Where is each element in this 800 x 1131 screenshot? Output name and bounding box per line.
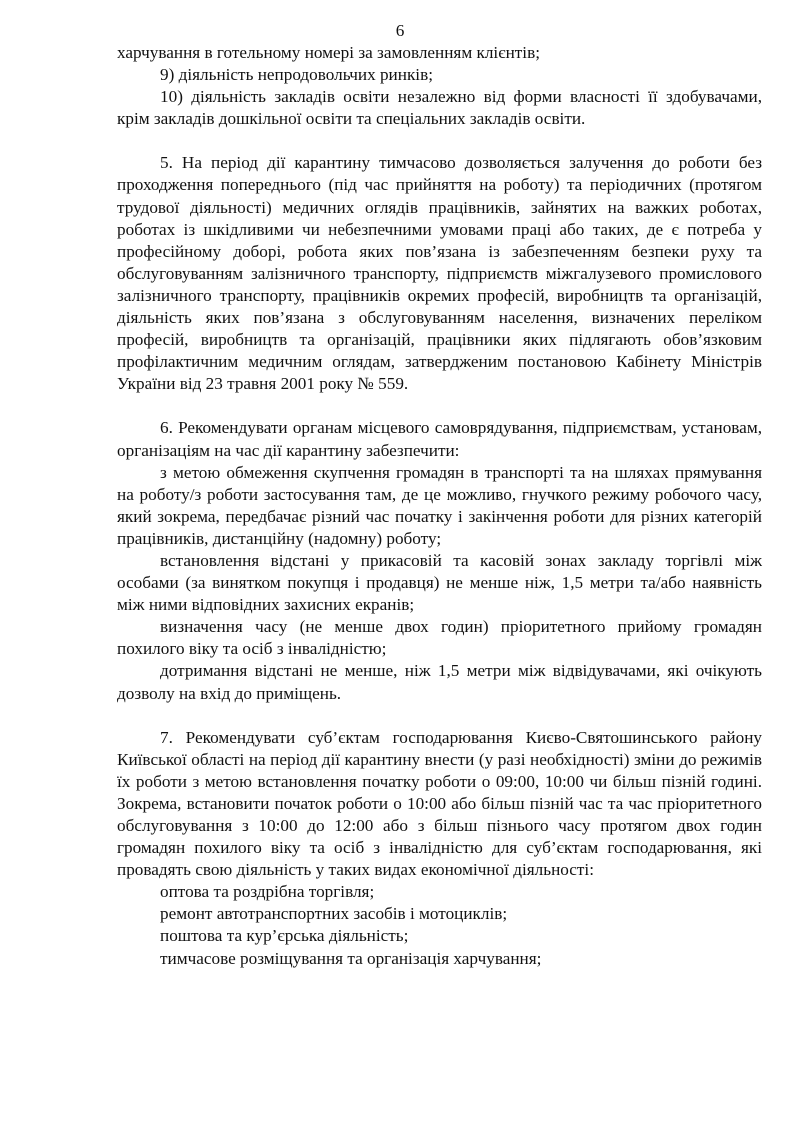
paragraph: встановлення відстані у прикасовій та касовій зонах закладу торгівлі між особами (за винятком покупця і продавця) не менше ніж, 1,5 метри та/або наявність між ними відповідних захисних екранів; bbox=[117, 550, 762, 615]
paragraph: 6. Рекомендувати органам місцевого самоврядування, підприємствам, установам, організаціям на час дії карантину забезпечити: bbox=[117, 418, 762, 460]
paragraph: тимчасове розміщування та організація харчування; bbox=[160, 948, 542, 968]
paragraph: 5. На період дії карантину тимчасово дозволяється залучення до роботи без проходження попереднього (під час прийняття на роботу) та періодичних (протягом трудової діяльності) медичних оглядів працівників, зайнятих на важких роботах, роботах із шкідливими чи небезпечними умовами праці або таких, де є потреба у професійному доборі, робота яких пов’язана із забезпеченням безпеки руху та обслуговуванням залізничного транспорту, підприємств міжгалузевого промислового залізничного транспорту, працівників окремих професій, виробництв та організацій, діяльність яких пов’язана з обслуговуванням населення, визначених переліком професій, виробництв та організацій, працівники яких підлягають обов’язковим профілактичним медичним оглядам, затвердженим постановою Кабінету Міністрів України від 23 травня 2001 року № 559. bbox=[117, 153, 762, 394]
paragraph: оптова та роздрібна торгівля; bbox=[160, 882, 375, 902]
paragraph-gap bbox=[117, 705, 762, 727]
paragraph-gap bbox=[117, 130, 762, 152]
paragraph: ремонт автотранспортних засобів і мотоциклів; bbox=[160, 904, 508, 924]
page-number: 6 bbox=[395, 21, 405, 40]
paragraph: дотримання відстані не менше, ніж 1,5 метри між відвідувачами, які очікують дозволу на вхід до приміщень. bbox=[117, 661, 762, 703]
paragraph: 10) діяльність закладів освіти незалежно від форми власності її здобувачами, крім закладів дошкільної освіти та спеціальних закладів освіти. bbox=[117, 87, 762, 129]
paragraph: 9) діяльність непродовольчих ринків; bbox=[160, 65, 433, 85]
paragraph: 7. Рекомендувати суб’єктам господарювання Києво-Святошинського району Київської області на період дії карантину внести (у разі необхідності) зміни до режимів їх роботи з метою встановлення початку роботи о 09:00, 10:00 чи більш пізній годині. Зокрема, встановити початок роботи о 10:00 або більш пізній час та час пріоритетного обслуговування з 10:00 до 12:00 або з більш пізнього часу протягом двох годин громадян похилого віку та осіб з інвалідністю для суб’єктам господарювання, які провадять свою діяльність у таких видах економічної діяльності: bbox=[117, 727, 762, 880]
paragraph-gap bbox=[117, 395, 762, 417]
paragraph: з метою обмеження скупчення громадян в транспорті та на шляхах прямування на роботу/з роботи застосування там, де це можливо, гнучкого режиму робочого часу, який зокрема, передбачає різний час початку і закінчення роботи для різних категорій працівників, дистанційну (надомну) роботу; bbox=[117, 462, 762, 548]
paragraph: харчування в готельному номері за замовленням клієнтів; bbox=[117, 43, 540, 62]
paragraph: визначення часу (не менше двох годин) пріоритетного прийому громадян похилого віку та осіб з інвалідністю; bbox=[117, 617, 762, 659]
document-body bbox=[117, 42, 762, 970]
paragraph: поштова та кур’єрська діяльність; bbox=[160, 926, 409, 946]
